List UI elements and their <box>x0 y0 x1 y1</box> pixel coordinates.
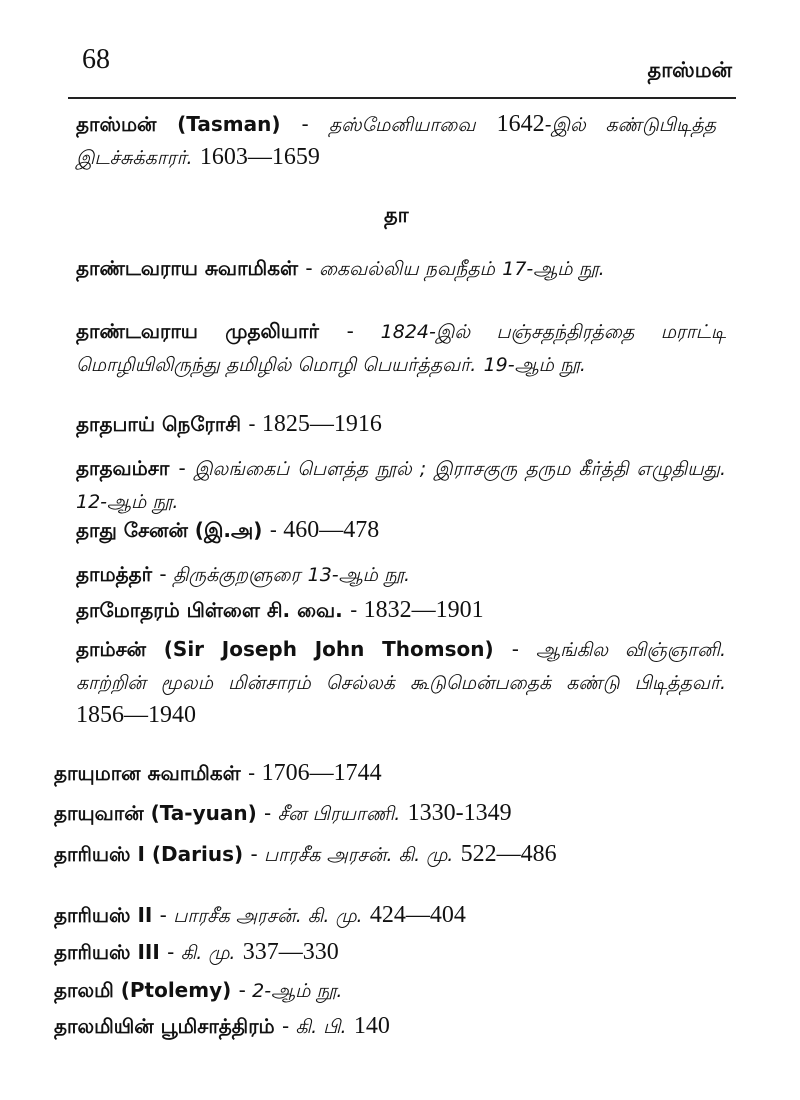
entry-damathar: தாமத்தர் - திருக்குறளுரை 13-ஆம் நூ. <box>76 562 411 586</box>
entry-darius-1: தாரியஸ் I (Darius) - பாரசீக அரசன். கி. மு. 522—486 <box>54 841 557 867</box>
entry-continuation: 19-ஆம் நூ. <box>483 354 586 376</box>
entry-head: தாமத்தர் <box>76 562 153 586</box>
entry-head: தாம்சன் (Sir Joseph John Thomson) <box>76 637 494 661</box>
entry-dathu-senan: தாது சேனன் (இ.அ) - 460—478 <box>76 517 380 543</box>
entry-head: தாரியஸ் II <box>54 903 153 927</box>
entry-head: தாரியஸ் I (Darius) <box>54 842 244 866</box>
entry-desc: கைவல்லிய நவநீதம் <box>318 258 495 280</box>
entry-dathavamsa: தாதவம்சா - இலங்கைப் பௌத்த நூல் ; இராசகுரு தரும கீர்த்தி எழுதியது. 12-ஆம் நூ. <box>76 456 727 513</box>
entry-dadabhai-naoroji: தாதபாய் நெரோசி - 1825—1916 <box>76 411 382 437</box>
entry-years: 1856—1940 <box>76 702 196 728</box>
entry-tasman: தாஸ்மன் (Tasman) - தஸ்மேனியாவை 1642-இல் கண்டுபிடித்த இடச்சுக்காரர். 1603—1659 <box>76 111 717 170</box>
page-number: 68 <box>82 44 110 75</box>
entry-years: 460—478 <box>283 517 380 543</box>
entry-desc: தஸ்மேனியாவை <box>328 114 476 136</box>
entry-ptolemy-geography: தாலமியின் பூமிசாத்திரம் - கி. பி. 140 <box>54 1013 390 1039</box>
entry-desc: பாரசீக அரசன். கி. மு. <box>173 905 363 927</box>
entry-desc: 1824-இல் பஞ்சதந்திரத்தை மராட்டி மொழியிலிருந்து தமிழில் மொழி பெயர்த்தவர். <box>76 321 727 376</box>
entry-head: தாண்டவராய சுவாமிகள் <box>76 256 299 280</box>
entry-continuation: 13-ஆம் நூ. <box>307 564 411 586</box>
running-head: தாஸ்மன் <box>647 58 732 82</box>
entry-desc: ஆங்கில விஞ்ஞானி. காற்றின் மூலம் மின்சாரம் செல்லக் கூடுமென்பதைக் கண்டு பிடித்தவர். <box>76 639 727 694</box>
entry-head: தாதவம்சா <box>76 456 170 480</box>
header-rule <box>68 97 736 99</box>
entry-head: தாலமி (Ptolemy) <box>54 978 232 1002</box>
entry-head: தாதபாய் நெரோசி <box>76 412 241 436</box>
entry-years: 522—486 <box>460 841 557 867</box>
entry-years: 1330-1349 <box>407 800 512 826</box>
entry-continuation: 17-ஆம் நூ. <box>502 258 605 280</box>
entry-continuation: -இல் கண்டுபிடித்த இடச்சுக்காரர். <box>76 114 717 169</box>
entry-years: 1832—1901 <box>363 597 484 623</box>
entry-desc: திருக்குறளுரை <box>172 564 301 586</box>
entry-desc: கி. பி. <box>295 1016 347 1038</box>
entry-damodaram-pillai: தாமோதரம் பிள்ளை சி. வை. - 1832—1901 <box>76 597 484 623</box>
entry-thandavaraya-mudaliar: தாண்டவராய முதலியார் - 1824-இல் பஞ்சதந்திரத்தை மராட்டி மொழியிலிருந்து தமிழில் மொழி பெயர்த்தவர். 19-ஆம் நூ. <box>76 319 727 376</box>
entry-continuation: 2-ஆம் நூ. <box>252 980 343 1002</box>
entry-year: 1642 <box>496 111 545 137</box>
section-heading: தா <box>384 203 409 227</box>
entry-head: தாஸ்மன் (Tasman) <box>76 112 281 136</box>
entry-head: தாண்டவராய முதலியார் <box>76 319 319 343</box>
entry-desc: சீன பிரயாணி. <box>277 803 401 825</box>
entry-thomson: தாம்சன் (Sir Joseph John Thomson) - ஆங்கில விஞ்ஞானி. காற்றின் மூலம் மின்சாரம் செல்லக் கூடுமென்பதைக் கண்டு பிடித்தவர். 1856—1940 <box>76 637 727 728</box>
entry-desc: இலங்கைப் பௌத்த நூல் ; இராசகுரு தரும கீர்த்தி எழுதியது. <box>194 458 727 480</box>
entry-ptolemy: தாலமி (Ptolemy) - 2-ஆம் நூ. <box>54 978 343 1002</box>
entry-darius-3: தாரியஸ் III - கி. மு. 337—330 <box>54 939 339 965</box>
entry-head: தாயுவான் (Ta-yuan) <box>54 801 257 825</box>
entry-ta-yuan: தாயுவான் (Ta-yuan) - சீன பிரயாணி. 1330-1349 <box>54 800 512 826</box>
entry-years: 1706—1744 <box>261 760 382 786</box>
entry-head: தாலமியின் பூமிசாத்திரம் <box>54 1014 275 1038</box>
entry-desc: பாரசீக அரசன். கி. மு. <box>264 844 454 866</box>
entry-thayumana-swamigal: தாயுமான சுவாமிகள் - 1706—1744 <box>54 760 382 786</box>
entry-desc: கி. மு. <box>180 942 236 964</box>
entry-darius-2: தாரியஸ் II - பாரசீக அரசன். கி. மு. 424—404 <box>54 902 466 928</box>
entry-head: தாமோதரம் பிள்ளை சி. வை. <box>76 598 343 622</box>
entry-years: 1825—1916 <box>261 411 382 437</box>
entry-thandavaraya-swamigal: தாண்டவராய சுவாமிகள் - கைவல்லிய நவநீதம் 17-ஆம் நூ. <box>76 256 605 280</box>
entry-years: 1603—1659 <box>199 144 320 170</box>
entry-continuation: 12-ஆம் நூ. <box>76 491 179 513</box>
entry-years: 140 <box>353 1013 390 1039</box>
entry-years: 424—404 <box>369 902 466 928</box>
entry-head: தாயுமான சுவாமிகள் <box>54 761 241 785</box>
entry-head: தாது சேனன் (இ.அ) <box>76 518 263 542</box>
entry-years: 337—330 <box>242 939 339 965</box>
entry-head: தாரியஸ் III <box>54 940 160 964</box>
